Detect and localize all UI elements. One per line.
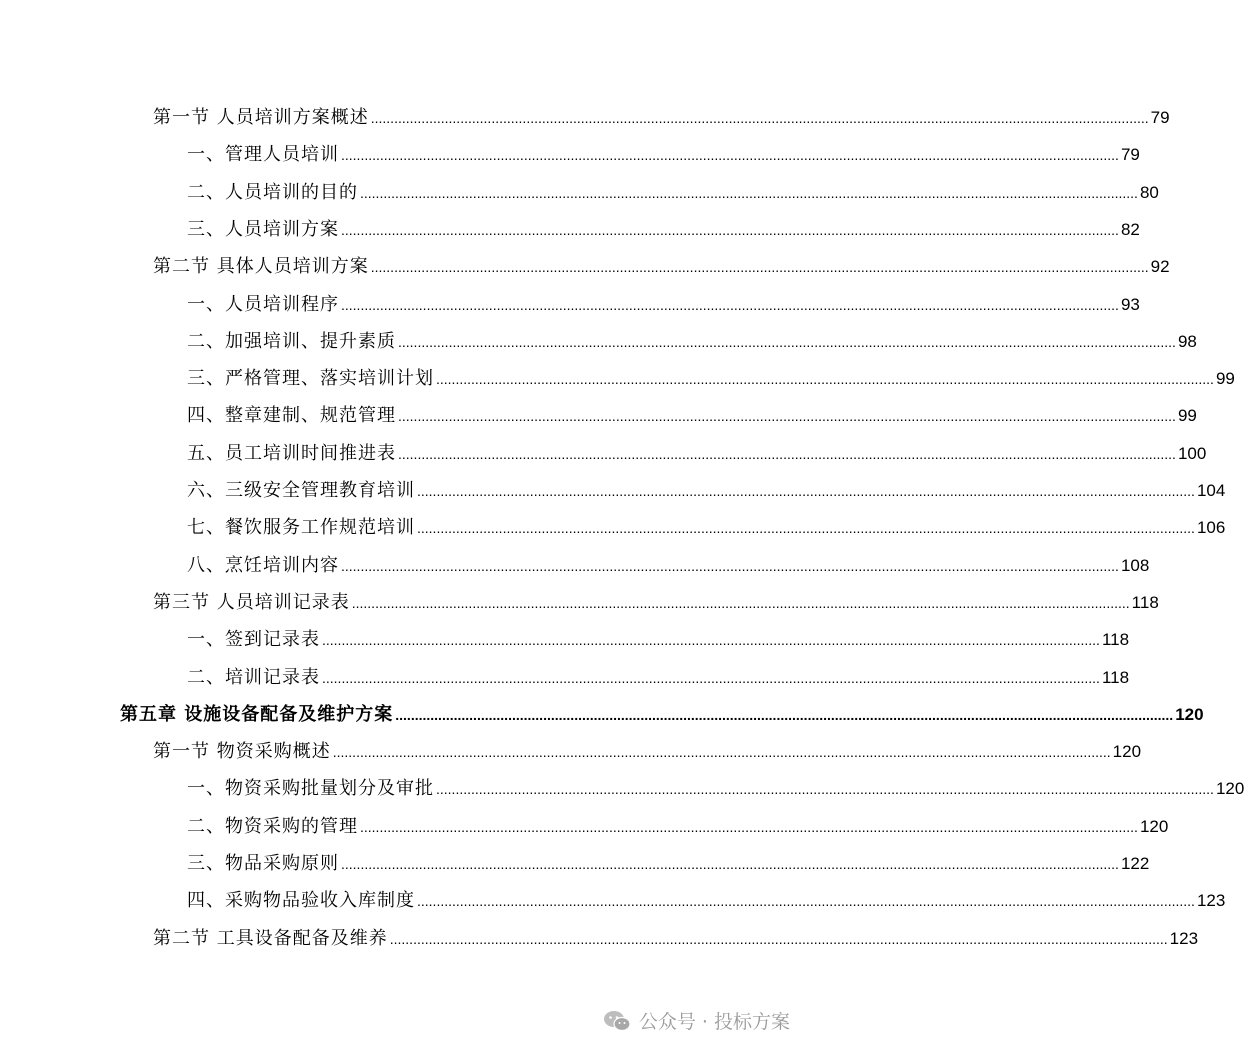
toc-page-number: 120 xyxy=(1112,742,1142,761)
toc-item-entry[interactable] xyxy=(187,813,1169,841)
toc-page-number: 120 xyxy=(1215,779,1244,798)
toc-item-entry[interactable] xyxy=(187,291,1140,319)
toc-page-number: 80 xyxy=(1139,183,1159,202)
toc-entry-label: 一、签到记录表 xyxy=(187,629,320,650)
toc-item-entry[interactable] xyxy=(187,664,1130,692)
toc-page-number: 99 xyxy=(1177,406,1197,425)
toc-item-entry[interactable] xyxy=(187,179,1159,207)
dot-leader: ........................................................................................................................................................................................................ xyxy=(332,744,1111,760)
toc-page-number: 79 xyxy=(1150,108,1170,127)
toc-entry-label: 三、严格管理、落实培训计划 xyxy=(187,368,434,389)
toc-entry-label: 第一节 人员培训方案概述 xyxy=(153,107,369,128)
toc-page-number: 120 xyxy=(1139,817,1169,836)
toc-item-entry[interactable] xyxy=(187,440,1207,468)
toc-entry-label: 八、烹饪培训内容 xyxy=(187,555,339,576)
dot-leader: ........................................................................................................................................................................................................ xyxy=(341,558,1119,574)
toc-entry-label: 二、物资采购的管理 xyxy=(187,816,358,837)
dot-leader: ........................................................................................................................................................................................................ xyxy=(370,110,1149,126)
dot-leader: ........................................................................................................................................................................................................ xyxy=(341,222,1119,238)
toc-item-entry[interactable] xyxy=(187,328,1197,356)
toc-item-entry[interactable] xyxy=(187,552,1150,580)
toc-item-entry[interactable] xyxy=(187,141,1140,169)
toc-entry-label: 五、员工培训时间推进表 xyxy=(187,443,396,464)
dot-leader: ........................................................................................................................................................................................................ xyxy=(341,297,1119,313)
toc-entry-label: 一、管理人员培训 xyxy=(187,144,339,165)
wechat-icon xyxy=(603,1010,631,1032)
toc-item-entry[interactable] xyxy=(187,365,1235,393)
toc-entry-label: 第二节 具体人员培训方案 xyxy=(153,256,369,277)
toc-entry-label: 三、人员培训方案 xyxy=(187,219,339,240)
dot-leader: ........................................................................................................................................................................................................ xyxy=(360,819,1138,835)
dot-leader: ........................................................................................................................................................................................................ xyxy=(398,446,1176,462)
toc-page-number: 100 xyxy=(1177,444,1207,463)
toc-entry-label: 四、整章建制、规范管理 xyxy=(187,405,396,426)
toc-entry-label: 一、物资采购批量划分及审批 xyxy=(187,778,434,799)
toc-item-entry[interactable] xyxy=(187,626,1130,654)
dot-leader: ........................................................................................................................................................................................................ xyxy=(417,483,1195,499)
toc-section-entry[interactable] xyxy=(153,253,1170,281)
toc-item-entry[interactable] xyxy=(187,477,1226,505)
toc-entry-label: 第一节 物资采购概述 xyxy=(153,741,331,762)
toc-entry-label: 一、人员培训程序 xyxy=(187,294,339,315)
toc-section-entry[interactable] xyxy=(153,104,1170,132)
dot-leader: ........................................................................................................................................................................................................ xyxy=(322,632,1100,648)
toc-page-number: 82 xyxy=(1120,220,1140,239)
toc-page-number: 98 xyxy=(1177,332,1197,351)
toc-page-number: 92 xyxy=(1150,257,1170,276)
toc-entry-label: 三、物品采购原则 xyxy=(187,853,339,874)
toc-section-entry[interactable] xyxy=(153,589,1159,617)
toc-entry-label: 二、人员培训的目的 xyxy=(187,182,358,203)
toc-entry-label: 第五章 设施设备配备及维护方案 xyxy=(120,704,394,725)
toc-item-entry[interactable] xyxy=(187,402,1197,430)
toc-item-entry[interactable] xyxy=(187,775,1244,803)
watermark-text: 公众号 · 投标方案 xyxy=(638,1011,790,1033)
toc-entry-label: 四、采购物品验收入库制度 xyxy=(187,890,415,911)
dot-leader: ........................................................................................................................................................................................................ xyxy=(417,893,1195,909)
toc-entry-label: 六、三级安全管理教育培训 xyxy=(187,480,415,501)
toc-entry-label: 第二节 工具设备配备及维养 xyxy=(153,928,388,949)
toc-page-number: 123 xyxy=(1169,929,1199,948)
toc-item-entry[interactable] xyxy=(187,216,1140,244)
dot-leader: ........................................................................................................................................................................................................ xyxy=(370,259,1149,275)
dot-leader: ........................................................................................................................................................................................................ xyxy=(322,670,1100,686)
toc-page-number: 118 xyxy=(1131,593,1159,612)
dot-leader: ........................................................................................................................................................................................................ xyxy=(398,334,1176,350)
toc-page-number: 118 xyxy=(1101,630,1130,649)
toc-page-number: 106 xyxy=(1196,518,1226,537)
dot-leader: ........................................................................................................................................................................................................ xyxy=(395,707,1174,723)
dot-leader: ........................................................................................................................................................................................................ xyxy=(436,781,1214,797)
toc-item-entry[interactable] xyxy=(187,850,1150,878)
toc-entry-label: 二、加强培训、提升素质 xyxy=(187,331,396,352)
dot-leader: ........................................................................................................................................................................................................ xyxy=(436,371,1214,387)
toc-page-number: 99 xyxy=(1215,369,1235,388)
dot-leader: ........................................................................................................................................................................................................ xyxy=(341,147,1119,163)
toc-item-entry[interactable] xyxy=(187,514,1226,542)
toc-entry-label: 七、餐饮服务工作规范培训 xyxy=(187,517,415,538)
toc-page-number: 108 xyxy=(1120,556,1150,575)
dot-leader: ........................................................................................................................................................................................................ xyxy=(341,856,1119,872)
toc-section-entry[interactable] xyxy=(153,738,1142,766)
toc-entry-label: 第三节 人员培训记录表 xyxy=(153,592,350,613)
toc-entry-label: 二、培训记录表 xyxy=(187,667,320,688)
dot-leader: ........................................................................................................................................................................................................ xyxy=(360,185,1138,201)
toc-chapter-entry[interactable] xyxy=(120,701,1204,729)
toc-page-number: 122 xyxy=(1120,854,1150,873)
toc-page-number: 93 xyxy=(1120,295,1140,314)
toc-section-entry[interactable] xyxy=(153,925,1199,953)
toc-page-number: 123 xyxy=(1196,891,1226,910)
toc-page-number: 104 xyxy=(1196,481,1226,500)
dot-leader: ........................................................................................................................................................................................................ xyxy=(417,520,1195,536)
dot-leader: ........................................................................................................................................................................................................ xyxy=(351,595,1130,611)
toc-page-number: 120 xyxy=(1175,705,1204,724)
dot-leader: ........................................................................................................................................................................................................ xyxy=(398,408,1176,424)
toc-page-number: 79 xyxy=(1120,145,1140,164)
watermark xyxy=(603,1007,790,1034)
toc-item-entry[interactable] xyxy=(187,887,1226,915)
dot-leader: ........................................................................................................................................................................................................ xyxy=(389,931,1168,947)
toc-page-number: 118 xyxy=(1101,668,1130,687)
